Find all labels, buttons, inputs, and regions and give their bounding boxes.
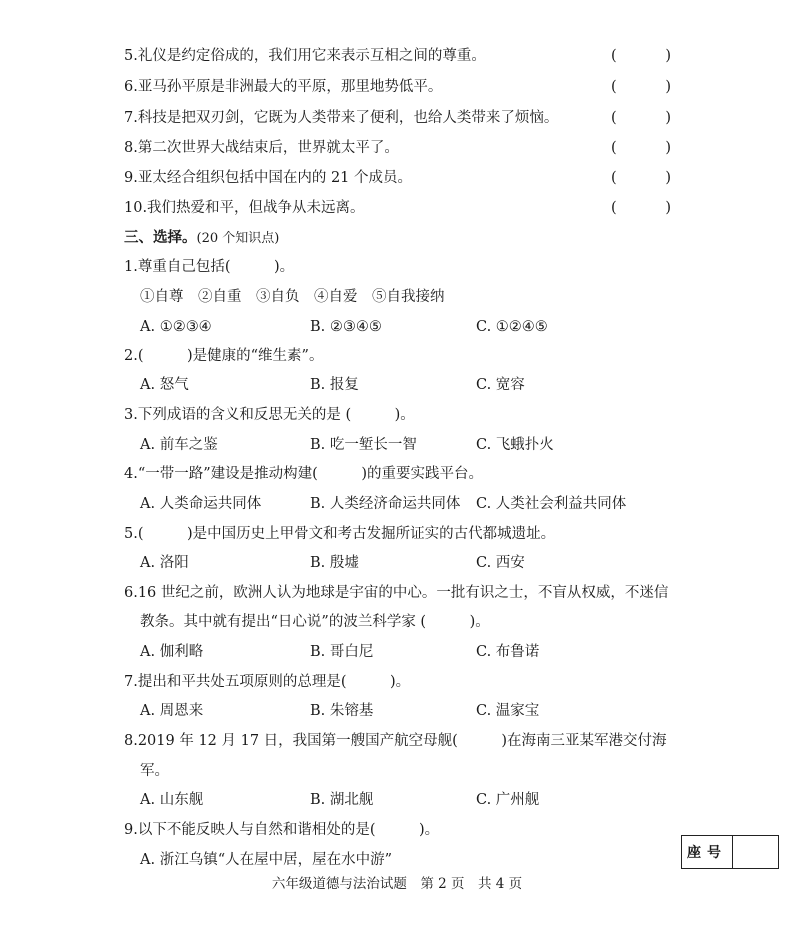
judgment-item-5: 5.礼仪是约定俗成的，我们用它来表示互相之间的尊重。 [124,48,486,64]
option-c: C. 飞蛾扑火 [476,437,554,453]
question-4: 4.“一带一路”建设是推动构建( )的重要实践平台。 [124,466,483,482]
option-b: B. 湖北舰 [310,792,374,808]
option-b: B. ②③④⑤ [310,319,382,335]
seat-number-label: 座号 [682,836,733,868]
answer-blank: ( ) [611,170,671,186]
question-1-items: ①自尊 ②自重 ③自负 ④自爱 ⑤自我接纳 [140,289,445,305]
question-3: 3.下列成语的含义和反思无关的是 ( )。 [124,407,415,423]
option-a: A. 洛阳 [140,555,189,571]
answer-blank: ( ) [611,79,671,95]
option-c: C. 布鲁诺 [476,644,540,660]
option-c: C. 宽容 [476,377,525,393]
option-a: A. ①②③④ [140,319,212,335]
option-a: A. 周恩来 [140,703,204,719]
option-b: B. 吃一堑长一智 [310,437,417,453]
question-6-cont: 教条。其中就有提出“日心说”的波兰科学家 ( )。 [140,614,490,630]
answer-blank: ( ) [611,140,671,156]
option-b: B. 殷墟 [310,555,359,571]
answer-blank: ( ) [611,110,671,126]
seat-number-field[interactable] [733,836,778,868]
option-a: A. 人类命运共同体 [140,496,262,512]
question-1: 1.尊重自己包括( )。 [124,259,295,275]
question-2: 2.( )是健康的“维生素”。 [124,348,324,364]
question-5: 5.( )是中国历史上甲骨文和考古发掘所证实的古代都城遗址。 [124,526,556,542]
question-8-cont: 军。 [140,763,169,779]
question-8: 8.2019 年 12 月 17 日，我国第一艘国产航空母舰( )在海南三亚某军港交付海 [124,733,667,749]
option-c: C. 西安 [476,555,525,571]
option-c: C. 人类社会利益共同体 [476,496,627,512]
judgment-item-9: 9.亚太经合组织包括中国在内的 21 个成员。 [124,170,413,186]
option-b: B. 报复 [310,377,359,393]
section-note: (20 个知识点) [196,231,280,246]
seat-number-box [681,835,779,869]
answer-blank: ( ) [611,48,671,64]
judgment-item-8: 8.第二次世界大战结束后，世界就太平了。 [124,140,399,156]
question-7: 7.提出和平共处五项原则的总理是( )。 [124,674,411,690]
judgment-item-7: 7.科技是把双刃剑，它既为人类带来了便利，也给人类带来了烦恼。 [124,110,559,126]
page-footer: 六年级道德与法治试题 第 2 页 共 4 页 [271,876,523,892]
question-6: 6.16 世纪之前，欧洲人认为地球是宇宙的中心。一批有识之士，不盲从权威，不迷信 [124,585,669,601]
option-c: C. 温家宝 [476,703,540,719]
option-a: A. 怒气 [140,377,189,393]
option-c: C. ①②④⑤ [476,319,548,335]
question-9: 9.以下不能反映人与自然和谐相处的是( )。 [124,822,440,838]
judgment-item-6: 6.亚马孙平原是非洲最大的平原，那里地势低平。 [124,79,443,95]
option-a: A. 伽利略 [140,644,204,660]
answer-blank: ( ) [611,200,671,216]
option-b: B. 哥白尼 [310,644,374,660]
option-a: A. 浙江乌镇“人在屋中居，屋在水中游” [140,852,393,868]
option-b: B. 朱镕基 [310,703,374,719]
option-c: C. 广州舰 [476,792,540,808]
section-heading: 三、选择。(20 个知识点) [124,229,280,246]
option-b: B. 人类经济命运共同体 [310,496,461,512]
judgment-item-10: 10.我们热爱和平，但战争从未远离。 [124,200,365,216]
option-a: A. 山东舰 [140,792,204,808]
option-a: A. 前车之鉴 [140,437,218,453]
